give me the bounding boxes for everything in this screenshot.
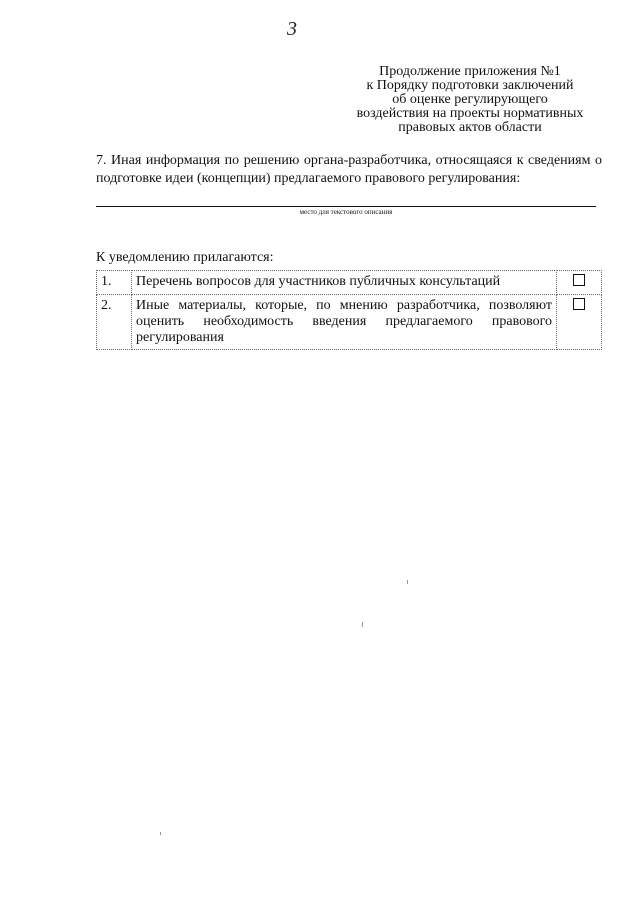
text-description-line (96, 206, 596, 207)
page-number: 3 (287, 18, 297, 40)
header-line: воздействия на проекты нормативных (356, 106, 584, 121)
header-line: правовых актов области (398, 120, 542, 135)
row-number: 2. (97, 295, 132, 350)
table-row (97, 271, 602, 295)
scan-speck (160, 832, 161, 835)
scan-speck (407, 580, 408, 584)
attachment-checkbox[interactable] (573, 298, 585, 310)
attachments-table (96, 270, 602, 350)
checkbox-cell (557, 271, 602, 295)
header-line: к Порядку подготовки заключений (366, 78, 574, 93)
header-line: Продолжение приложения №1 (379, 64, 561, 79)
attachments-label: К уведомлению прилагаются: (96, 250, 274, 265)
text-description-caption: место для текстового описания (299, 208, 393, 216)
table-row (97, 295, 602, 350)
header-line: об оценке регулирующего (392, 92, 548, 107)
attachment-checkbox[interactable] (573, 274, 585, 286)
row-number: 1. (97, 271, 132, 295)
appendix-header (340, 65, 600, 135)
row-text: Перечень вопросов для участников публичных консультаций (132, 271, 557, 295)
scan-speck (362, 622, 363, 627)
checkbox-cell (557, 295, 602, 350)
row-text: Иные материалы, которые, по мнению разработчика, позволяют оценить необходимость введения предлагаемого правового регулирования (132, 295, 557, 350)
section-7-text: 7. Иная информация по решению органа-разработчика, относящаяся к сведениям о подготовке идеи (концепции) предлагаемого правового регулирования: (96, 153, 602, 186)
